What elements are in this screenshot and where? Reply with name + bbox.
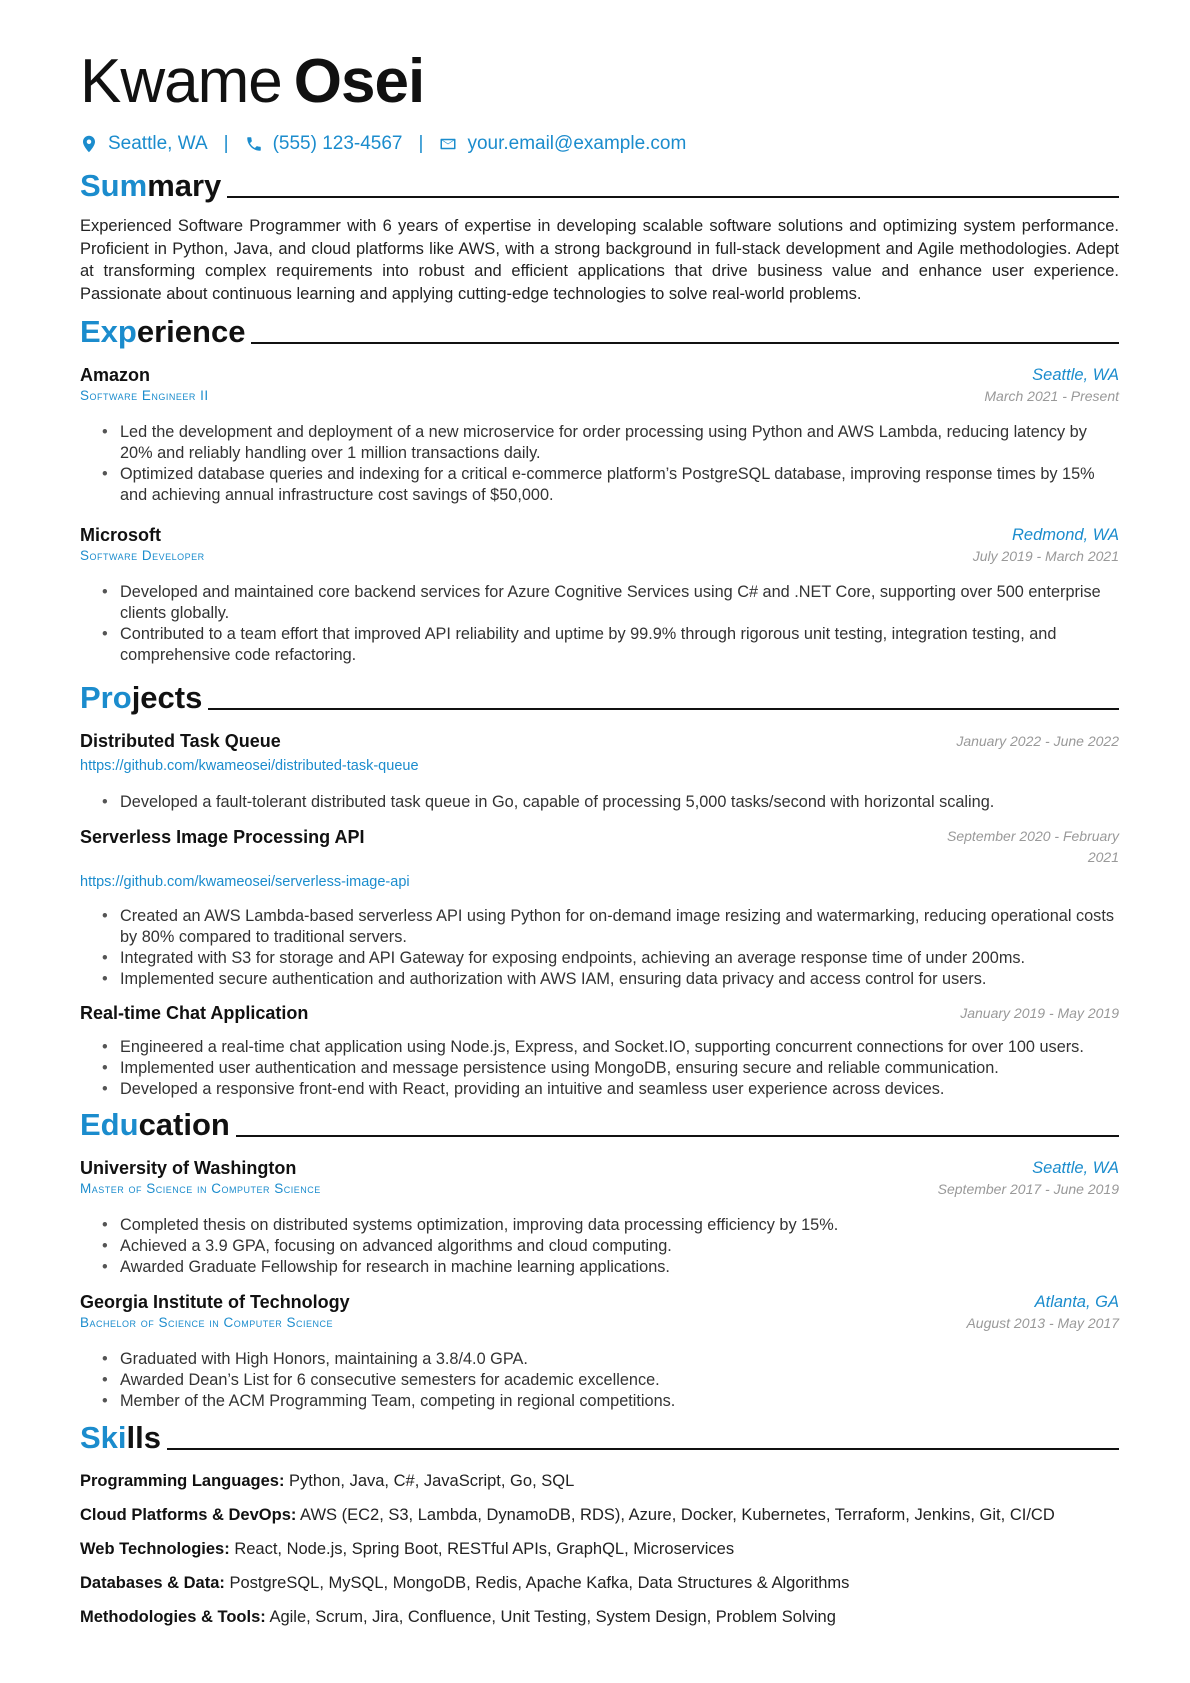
- contact-location: [80, 133, 208, 155]
- list-item: • Integrated with S3 for storage and API Gateway for exposing endpoints, achieving an average response time of under 200ms.: [102, 948, 1119, 969]
- section-rule: [208, 708, 1119, 710]
- skill-value: Python, Java, C#, JavaScript, Go, SQL: [284, 1472, 575, 1490]
- summary-text: Experienced Software Programmer with 6 years of expertise in developing scalable software solutions and optimizing system performance. Proficient in Python, Java, and cloud platforms like AWS, with a strong background in full-stack development and Agile methodologies. Adept at transforming complex requirements into robust and efficient applications that drive business value and enhance user experience. Passionate about continuous learning and applying cutting-edge technologies to solve real-world problems.: [80, 217, 1119, 303]
- email-link[interactable]: your.email@example.com: [467, 133, 687, 154]
- project-link[interactable]: https://github.com/kwameosei/serverless-image-api: [80, 874, 410, 890]
- first-name: Kwame: [80, 47, 282, 116]
- skill-label: Programming Languages:: [80, 1472, 285, 1490]
- location-text: Seattle, WA: [108, 133, 208, 154]
- list-item: • Awarded Graduate Fellowship for research in machine learning applications.: [102, 1257, 1119, 1278]
- list-item: • Led the development and deployment of a new microservice for order processing using Python and AWS Lambda, reducing latency by 20% and reliably handling over 1 million transactions daily.: [102, 422, 1119, 464]
- list-item: • Implemented user authentication and message persistence using MongoDB, ensuring secure and reliable communication.: [102, 1058, 1119, 1079]
- job-title: Software Developer: [80, 548, 205, 563]
- contact-email[interactable]: [439, 133, 686, 155]
- project-bullets: [102, 1037, 1119, 1100]
- list-item: • Completed thesis on distributed systems optimization, improving data processing efficiency by 15%.: [102, 1215, 1119, 1236]
- list-item: • Contributed to a team effort that improved API reliability and uptime by 99.9% through rigorous unit testing, integration testing, and comprehensive code refactoring.: [102, 624, 1119, 666]
- job-dates: July 2019 - March 2021: [972, 548, 1119, 564]
- contact-separator: |: [418, 133, 424, 154]
- school-name: Georgia Institute of Technology: [80, 1292, 350, 1312]
- project-dates: September 2020 - February 2021: [947, 828, 1119, 865]
- envelope-icon: [439, 135, 457, 153]
- project-name: Real-time Chat Application: [80, 1003, 309, 1023]
- list-item: • Developed a responsive front-end with React, providing an intuitive and seamless user experience across devices.: [102, 1079, 1119, 1100]
- last-name: Osei: [293, 47, 425, 116]
- education-entry: [80, 1291, 1119, 1333]
- list-item: • Member of the ACM Programming Team, competing in regional competitions.: [102, 1391, 1119, 1412]
- degree-title: Master of Science in Computer Science: [80, 1181, 321, 1196]
- section-heading-skills: Skills: [80, 1420, 1119, 1456]
- phone-text: (555) 123-4567: [272, 133, 403, 154]
- job-title: Software Engineer II: [80, 388, 209, 403]
- section-rule: [251, 342, 1119, 344]
- project-entry: [80, 826, 1119, 892]
- job-location: Redmond, WA: [1012, 526, 1119, 544]
- education-dates: August 2013 - May 2017: [966, 1315, 1119, 1331]
- skill-value: Agile, Scrum, Jira, Confluence, Unit Testing, System Design, Problem Solving: [265, 1608, 836, 1626]
- skill-label: Methodologies & Tools:: [80, 1608, 266, 1626]
- education-bullets: [102, 1215, 1119, 1278]
- experience-bullets: [102, 582, 1119, 666]
- company-name: Amazon: [80, 365, 151, 385]
- list-item: • Graduated with High Honors, maintaining a 3.8/4.0 GPA.: [102, 1349, 1119, 1370]
- skill-row: [80, 1504, 1055, 1526]
- degree-title: Bachelor of Science in Computer Science: [80, 1315, 334, 1330]
- section-heading-projects: Projects: [80, 680, 1119, 716]
- list-item: • Developed and maintained core backend services for Azure Cognitive Services using C# and .NET Core, supporting over 500 enterprise clients globally.: [102, 582, 1119, 624]
- skill-row: [80, 1572, 849, 1594]
- contact-phone[interactable]: [245, 133, 403, 155]
- list-item: • Optimized database queries and indexing for a critical e-commerce platform’s PostgreSQL database, improving response times by 15% and achieving annual infrastructure cost savings of $50,000.: [102, 464, 1119, 506]
- list-item: • Implemented secure authentication and authorization with AWS IAM, ensuring data privacy and access control for users.: [102, 969, 1119, 990]
- list-item: • Achieved a 3.9 GPA, focusing on advanced algorithms and cloud computing.: [102, 1236, 1119, 1257]
- project-bullets: [102, 792, 1119, 813]
- experience-bullets: [102, 422, 1119, 506]
- list-item: • Created an AWS Lambda-based serverless API using Python for on-demand image resizing and watermarking, reducing operational costs by 80% compared to traditional servers.: [102, 906, 1119, 948]
- project-name: Distributed Task Queue: [80, 731, 281, 751]
- skill-row: [80, 1606, 836, 1628]
- skill-value: AWS (EC2, S3, Lambda, DynamoDB, RDS), Azure, Docker, Kubernetes, Terraform, Jenkins, Git, CI/CD: [296, 1506, 1055, 1524]
- phone-icon: [245, 135, 263, 153]
- section-heading-summary: Summary: [80, 168, 1119, 204]
- contact-line: [80, 133, 686, 155]
- project-entry: [80, 730, 1119, 776]
- job-location: Seattle, WA: [1032, 366, 1119, 384]
- skill-label: Databases & Data:: [80, 1574, 225, 1592]
- skill-value: React, Node.js, Spring Boot, RESTful APIs, GraphQL, Microservices: [229, 1540, 735, 1558]
- job-dates: March 2021 - Present: [984, 388, 1119, 404]
- section-rule: [167, 1448, 1119, 1450]
- contact-separator: |: [223, 133, 229, 154]
- map-pin-icon: [80, 135, 98, 153]
- skill-label: Web Technologies:: [80, 1540, 230, 1558]
- skill-label: Cloud Platforms & DevOps:: [80, 1506, 297, 1524]
- skill-value: PostgreSQL, MySQL, MongoDB, Redis, Apache Kafka, Data Structures & Algorithms: [224, 1574, 850, 1592]
- skill-row: [80, 1470, 574, 1492]
- section-heading-experience: Experience: [80, 314, 1119, 350]
- candidate-name: [80, 46, 424, 118]
- education-bullets: [102, 1349, 1119, 1412]
- education-entry: [80, 1157, 1119, 1199]
- project-bullets: [102, 906, 1119, 990]
- list-item: • Awarded Dean’s List for 6 consecutive semesters for academic excellence.: [102, 1370, 1119, 1391]
- list-item: • Engineered a real-time chat application using Node.js, Express, and Socket.IO, supporting concurrent connections for over 100 users.: [102, 1037, 1119, 1058]
- education-dates: September 2017 - June 2019: [937, 1181, 1119, 1197]
- section-rule: [227, 196, 1119, 198]
- school-location: Atlanta, GA: [1034, 1293, 1119, 1311]
- project-name: Serverless Image Processing API: [80, 827, 365, 847]
- skill-row: [80, 1538, 734, 1560]
- school-location: Seattle, WA: [1032, 1159, 1119, 1177]
- project-dates: January 2019 - May 2019: [960, 1005, 1119, 1021]
- section-heading-education: Education: [80, 1107, 1119, 1143]
- experience-entry: [80, 364, 1119, 406]
- section-rule: [236, 1135, 1119, 1137]
- company-name: Microsoft: [80, 525, 161, 545]
- project-link[interactable]: https://github.com/kwameosei/distributed-task-queue: [80, 758, 419, 774]
- experience-entry: [80, 524, 1119, 566]
- project-entry: [80, 1002, 1119, 1024]
- list-item: • Developed a fault-tolerant distributed task queue in Go, capable of processing 5,000 tasks/second with horizontal scaling.: [102, 792, 1119, 813]
- project-dates: January 2022 - June 2022: [956, 733, 1119, 749]
- school-name: University of Washington: [80, 1158, 297, 1178]
